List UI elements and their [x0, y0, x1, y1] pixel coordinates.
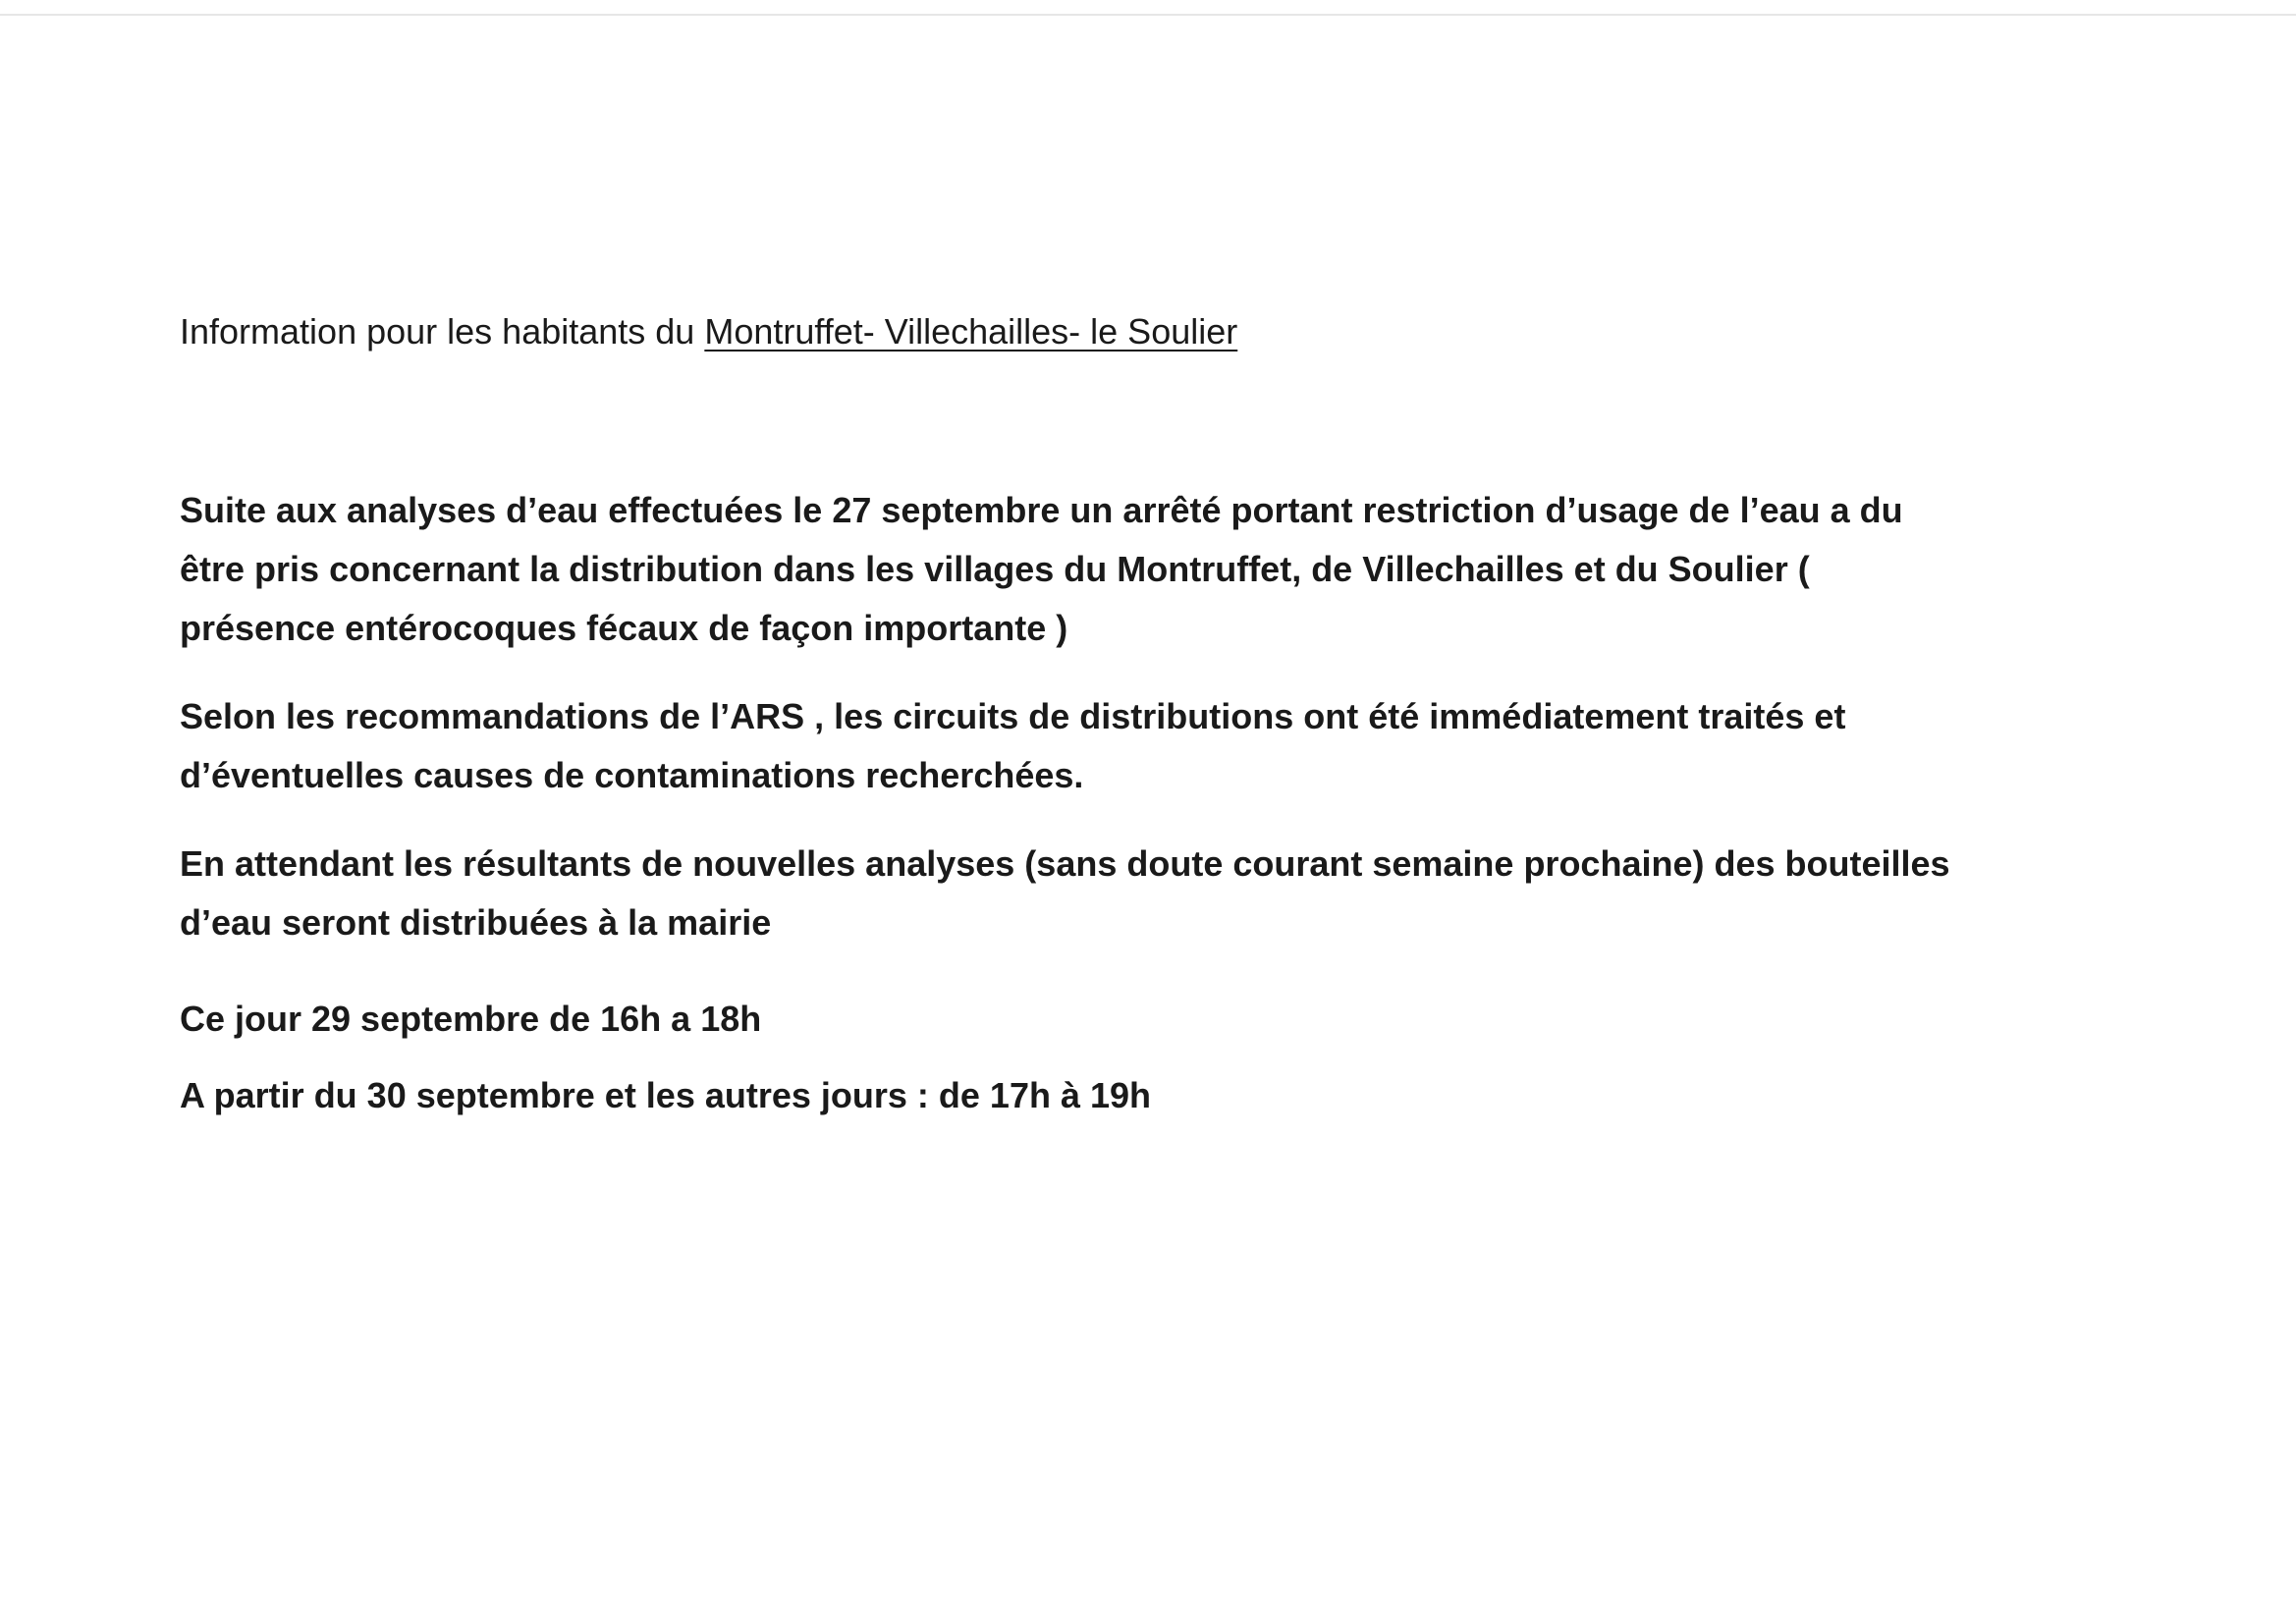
paragraph-line: présence entérocoques fécaux de façon importante ) — [180, 608, 1068, 648]
paragraph-today-hours — [180, 990, 761, 1049]
paragraph-line: Selon les recommandations de l’ARS , les circuits de distributions ont été immédiatement traités et — [180, 696, 1846, 736]
notice-heading — [180, 308, 1237, 355]
paragraph-line: Ce jour 29 septembre de 16h a 18h — [180, 999, 762, 1039]
paragraph-line: être pris concernant la distribution dans les villages du Montruffet, de Villechailles et du Soulier ( — [180, 549, 1810, 589]
paragraph-line: d’eau seront distribuées à la mairie — [180, 902, 772, 943]
paragraph-line: Suite aux analyses d’eau effectuées le 27 septembre un arrêté portant restriction d’usage de l’eau a du — [180, 490, 1903, 530]
paragraph-following-days-hours — [180, 1066, 1151, 1125]
paragraph-water-analysis — [180, 481, 1903, 658]
paragraph-line: d’éventuelles causes de contaminations recherchées. — [180, 755, 1084, 795]
heading-places: Montruffet- Villechailles- le Soulier — [704, 311, 1238, 352]
paragraph-line: A partir du 30 septembre et les autres jours : de 17h à 19h — [180, 1075, 1152, 1115]
scan-edge-line — [0, 14, 2296, 16]
paragraph-ars-recommendations — [180, 687, 1845, 805]
paragraph-bottle-distribution — [180, 835, 1950, 952]
heading-prefix: Information pour les habitants du — [180, 311, 705, 352]
paragraph-line: En attendant les résultants de nouvelles analyses (sans doute courant semaine prochaine) des bouteilles — [180, 843, 1950, 884]
